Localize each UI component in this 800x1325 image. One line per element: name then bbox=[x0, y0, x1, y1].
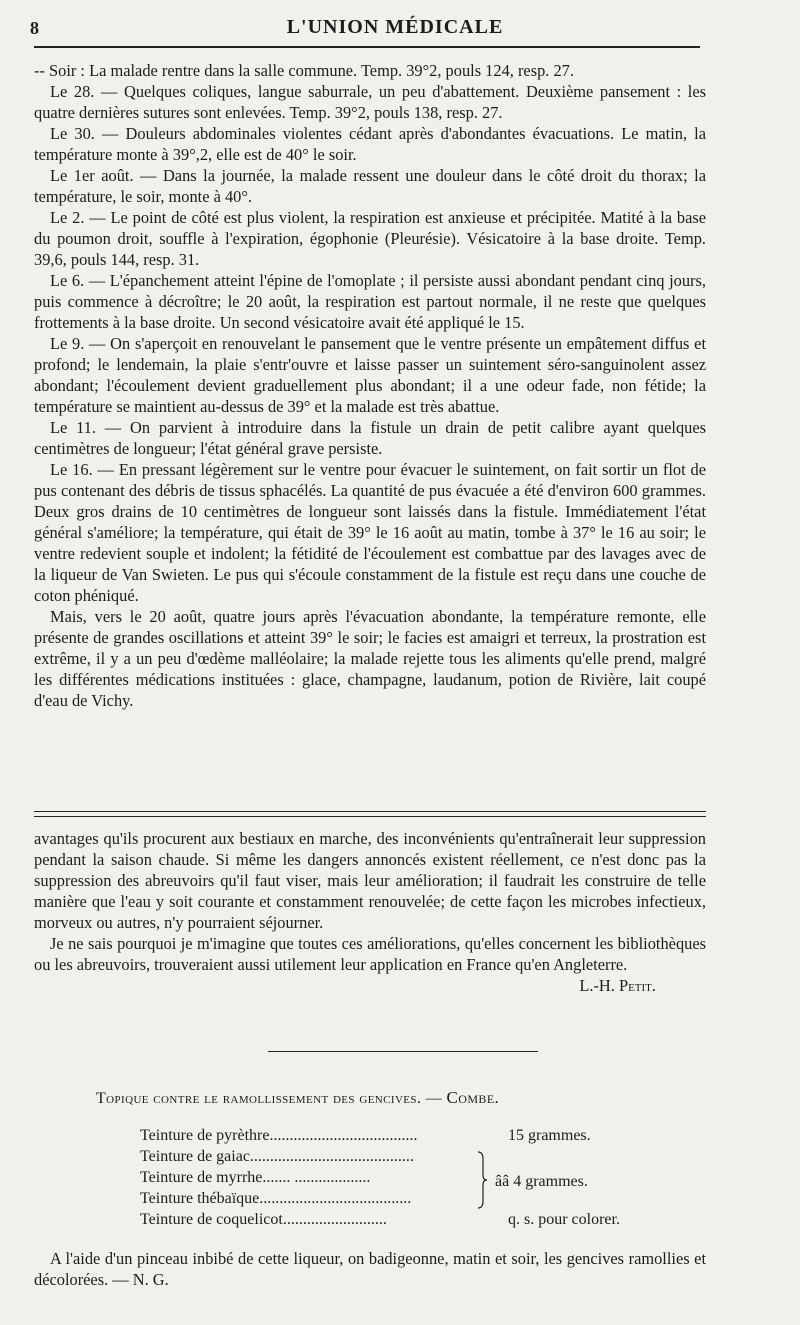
prescription-author: Combe. bbox=[446, 1088, 500, 1107]
ingredient-quantity: 15 grammes. bbox=[508, 1127, 591, 1144]
grouping-brace bbox=[477, 1151, 487, 1209]
ingredient-name: Teinture de gaiac......................................... bbox=[140, 1148, 414, 1165]
prescription-item bbox=[140, 1146, 660, 1167]
case-entry: Le 9. — On s'aperçoit en renouvelant le pansement que le ventre présente un empâtement diffus et profond; le lendemain, la plaie s'entr'ouvre et laisse passer un suintement séro-sanguinolent assez abondant; l'écoulement devient graduellement plus abondant; il a une odeur fade, non fétide; la température se maintient au-dessus de 39° et la malade est très abattue. bbox=[34, 334, 706, 416]
section-divider bbox=[34, 816, 706, 817]
case-entry: Le 16. — En pressant légèrement sur le ventre pour évacuer le suintement, on fait sortir un flot de pus contenant des débris de tissus sphacélés. La quantité de pus évacuée a été d'environ 600 grammes. Deux gros drains de 10 centimètres de longueur sont laissés dans la fistule. Immédiatement l'état général s'améliore; la température, qui était de 39° le 16 août au matin, tombe à 37° le 16 au soir; le ventre redevient souple et indolent; la fétidité de l'écoulement est combattue par des lavages avec de la liqueur de Van Swieten. Le pus qui s'écoule constamment de la fistule est reçu dans une couche de coton phéniqué. bbox=[34, 460, 706, 605]
ingredient-name: Teinture de myrrhe....... ................... bbox=[140, 1169, 371, 1186]
header-rule bbox=[34, 46, 700, 48]
prescription-title bbox=[96, 1088, 696, 1108]
prescription-title-text: Topique contre le ramollissement des gencives. — bbox=[96, 1090, 443, 1107]
case-entry: Le 30. — Douleurs abdominales violentes cédant après d'abondantes évacuations. Le matin, la température monte à 39°,2, elle est de 40° le soir. bbox=[34, 124, 706, 164]
prescription-list bbox=[140, 1125, 660, 1230]
article-paragraph: avantages qu'ils procurent aux bestiaux en marche, des inconvénients qu'entraînerait leur suppression pendant la saison chaude. Si même les dangers annoncés existent réellement, ce n'est donc pas la suppression des abreuvoirs qu'il faut viser, mais leur amélioration; il faudrait les construire de telle manière que l'eau y soit courante et constamment renouvelée; de cette façon les microbes infectieux, morveux ou autres, n'y pourraient séjourner. bbox=[34, 829, 706, 932]
ingredient-name: Teinture de coquelicot.......................... bbox=[140, 1211, 387, 1228]
article-continuation bbox=[34, 828, 706, 996]
case-entry: -- Soir : La malade rentre dans la salle commune. Temp. 39°2, pouls 124, resp. 27. bbox=[34, 61, 574, 80]
grouped-quantity: ââ 4 grammes. bbox=[495, 1173, 588, 1190]
case-entry: Le 11. — On parvient à introduire dans la fistule un drain de petit calibre ayant quelques centimètres de longueur; l'état général grave persiste. bbox=[34, 418, 706, 458]
journal-title: L'UNION MÉDICALE bbox=[286, 16, 504, 38]
ingredient-quantity: q. s. pour colorer. bbox=[508, 1211, 620, 1228]
article-paragraph bbox=[34, 933, 706, 995]
prescription-instructions bbox=[34, 1248, 706, 1290]
article-paragraph-text: Je ne sais pourquoi je m'imagine que toutes ces améliorations, qu'elles concernent les bibliothèques ou les abreuvoirs, trouveraient aussi utilement leur application en France qu'en Angleterre. bbox=[34, 934, 706, 974]
page-number: 8 bbox=[30, 18, 39, 38]
prescription-item bbox=[140, 1209, 660, 1230]
page-header bbox=[30, 12, 760, 42]
case-entry: Le 1er août. — Dans la journée, la malade ressent une douleur dans le côté droit du thorax; la température, le soir, monte à 40°. bbox=[34, 166, 706, 206]
case-report bbox=[34, 60, 706, 711]
instructions-paragraph: A l'aide d'un pinceau inbibé de cette liqueur, on badigeonne, matin et soir, les gencives ramollies et décolorées. — N. G. bbox=[34, 1249, 706, 1289]
section-divider bbox=[34, 811, 706, 812]
case-entry: Le 28. — Quelques coliques, langue saburrale, un peu d'abattement. Deuxième pansement : les quatre dernières sutures sont enlevées. Temp. 39°2, pouls 138, resp. 27. bbox=[34, 82, 706, 122]
case-entry: Le 2. — Le point de côté est plus violent, la respiration est anxieuse et précipitée. Matité à la base du poumon droit, souffle à l'expiration, égophonie (Pleurésie). Vésicatoire à la base droite. Temp. 39,6, pouls 144, resp. 31. bbox=[34, 208, 706, 269]
case-entry: Mais, vers le 20 août, quatre jours après l'évacuation abondante, la température remonte, elle présente de grandes oscillations et atteint 39° le soir; le facies est amaigri et terreux, la prostration est extrême, il y a un peu d'œdème malléolaire; la malade rejette tous les aliments qu'elle prend, malgré les différentes médications instituées : glace, champagne, laudanum, potion de Rivière, lait coupé d'eau de Vichy. bbox=[34, 607, 706, 710]
ingredient-name: Teinture de pyrèthre..................................... bbox=[140, 1127, 418, 1144]
short-divider bbox=[268, 1051, 538, 1052]
prescription-item bbox=[140, 1125, 660, 1146]
case-entry: Le 6. — L'épanchement atteint l'épine de l'omoplate ; il persiste aussi abondant pendant cinq jours, puis commence à décroître; le 20 août, la respiration est partout normale, il ne reste que quelques frottements à la base droite. Un second vésicatoire avait été appliqué le 15. bbox=[34, 271, 706, 332]
author-signature: L.-H. Petit. bbox=[579, 976, 656, 995]
ingredient-name: Teinture thébaïque...................................... bbox=[140, 1190, 412, 1207]
